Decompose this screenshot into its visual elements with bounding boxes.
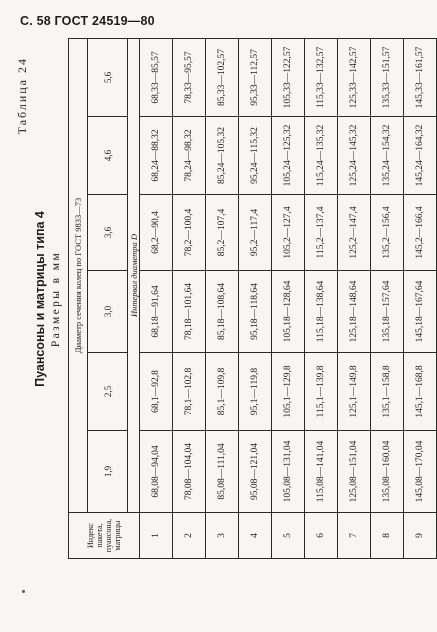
- table-cell: 68,33—85,57: [140, 38, 173, 116]
- table-cell: 105,2—127,4: [272, 195, 305, 271]
- table-cell: 145,08—170,04: [404, 431, 437, 513]
- row-index: 8: [371, 513, 404, 559]
- table-cell: 95,24—115,32: [239, 117, 272, 195]
- table-cell: 135,24—154,32: [371, 117, 404, 195]
- table-row: [173, 38, 206, 558]
- rotated-table-sheet: [13, 39, 425, 559]
- table-cell: 115,33—132,57: [305, 38, 338, 116]
- table-cell: 78,08—104,04: [173, 431, 206, 513]
- row-index: 2: [173, 513, 206, 559]
- table-cell: 68,24—88,32: [140, 117, 173, 195]
- table-label: Таблица 24: [15, 57, 29, 135]
- table-cell: 68,18—91,64: [140, 271, 173, 353]
- row-index: 4: [239, 513, 272, 559]
- table-cell: 95,2—117,4: [239, 195, 272, 271]
- row-index: 7: [338, 513, 371, 559]
- table-cell: 85,08—111,04: [206, 431, 239, 513]
- table-subtitle: Размеры в мм: [50, 250, 62, 348]
- dimensions-table: [68, 38, 437, 559]
- table-cell: 78,2—100,4: [173, 195, 206, 271]
- table-cell: 145,24—164,32: [404, 117, 437, 195]
- table-cell: 68,08—94,04: [140, 431, 173, 513]
- row-index: 6: [305, 513, 338, 559]
- table-cell: 95,18—118,64: [239, 271, 272, 353]
- table-row: [239, 38, 272, 558]
- table-cell: 125,2—147,4: [338, 195, 371, 271]
- table-cell: 95,08—121,04: [239, 431, 272, 513]
- column-header-5: 4,6: [88, 117, 128, 195]
- table-cell: 105,33—122,57: [272, 38, 305, 116]
- row-index: 5: [272, 513, 305, 559]
- table-cell: 135,08—160,04: [371, 431, 404, 513]
- table-cell: 95,1—119,8: [239, 353, 272, 431]
- column-header-2: 2,5: [88, 353, 128, 431]
- table-cell: 78,24—98,32: [173, 117, 206, 195]
- table-body: [140, 38, 437, 558]
- table-row: [404, 38, 437, 558]
- table-cell: 85,24—105,32: [206, 117, 239, 195]
- table-cell: 125,08—151,04: [338, 431, 371, 513]
- table-cell: 115,2—137,4: [305, 195, 338, 271]
- page-header: С. 58 ГОСТ 24519—80: [20, 14, 155, 28]
- table-cell: 125,1—149,8: [338, 353, 371, 431]
- table-cell: 135,1—158,8: [371, 353, 404, 431]
- table-cell: 115,18—138,64: [305, 271, 338, 353]
- table-cell: 135,33—151,57: [371, 38, 404, 116]
- table-cell: 95,33—112,57: [239, 38, 272, 116]
- ring-diameter-header: Диаметр сечения колец по ГОСТ 9833—73: [69, 38, 88, 512]
- column-header-3: 3,0: [88, 271, 128, 353]
- table-cell: 105,24—125,32: [272, 117, 305, 195]
- table-row: [206, 38, 239, 558]
- table-cell: 85,18—108,64: [206, 271, 239, 353]
- table-cell: 145,33—161,57: [404, 38, 437, 116]
- row-index: 3: [206, 513, 239, 559]
- table-cell: 115,24—135,32: [305, 117, 338, 195]
- table-cell: 145,2—166,4: [404, 195, 437, 271]
- table-cell: 115,08—141,04: [305, 431, 338, 513]
- column-header-1: 1,9: [88, 431, 128, 513]
- table-cell: 135,18—157,64: [371, 271, 404, 353]
- index-column-header: Индекс пакета, пуансона, матрицы: [69, 513, 140, 559]
- table-cell: 105,1—129,8: [272, 353, 305, 431]
- table-cell: 145,18—167,64: [404, 271, 437, 353]
- table-cell: 78,33—95,57: [173, 38, 206, 116]
- table-cell: 78,18—101,64: [173, 271, 206, 353]
- table-cell: 105,18—128,64: [272, 271, 305, 353]
- table-cell: 125,33—142,57: [338, 38, 371, 116]
- table-row: [140, 38, 173, 558]
- column-header-6: 5,6: [88, 38, 128, 116]
- row-index: 9: [404, 513, 437, 559]
- scan-speck: [22, 590, 25, 593]
- table-cell: 68,1—92,8: [140, 353, 173, 431]
- column-header-4: 3,6: [88, 195, 128, 271]
- table-row: [338, 38, 371, 558]
- table-cell: 135,2—156,4: [371, 195, 404, 271]
- table-cell: 115,1—139,8: [305, 353, 338, 431]
- table-cell: 105,08—131,04: [272, 431, 305, 513]
- table-title: Пуансоны и матрицы типа 4: [33, 211, 47, 387]
- table-cell: 125,24—145,32: [338, 117, 371, 195]
- table-cell: 78,1—102,8: [173, 353, 206, 431]
- table-cell: 68,2—90,4: [140, 195, 173, 271]
- table-cell: 85,2—107,4: [206, 195, 239, 271]
- table-cell: 125,18—148,64: [338, 271, 371, 353]
- table-cell: 145,1—168,8: [404, 353, 437, 431]
- column-header-row: [88, 38, 128, 558]
- table-row: [371, 38, 404, 558]
- table-row: [272, 38, 305, 558]
- table-cell: 85,1—109,8: [206, 353, 239, 431]
- table-cell: 85,33—102,57: [206, 38, 239, 116]
- diameter-interval-header: Интервал диаметра D: [128, 38, 140, 512]
- table-row: [305, 38, 338, 558]
- row-index: 1: [140, 513, 173, 559]
